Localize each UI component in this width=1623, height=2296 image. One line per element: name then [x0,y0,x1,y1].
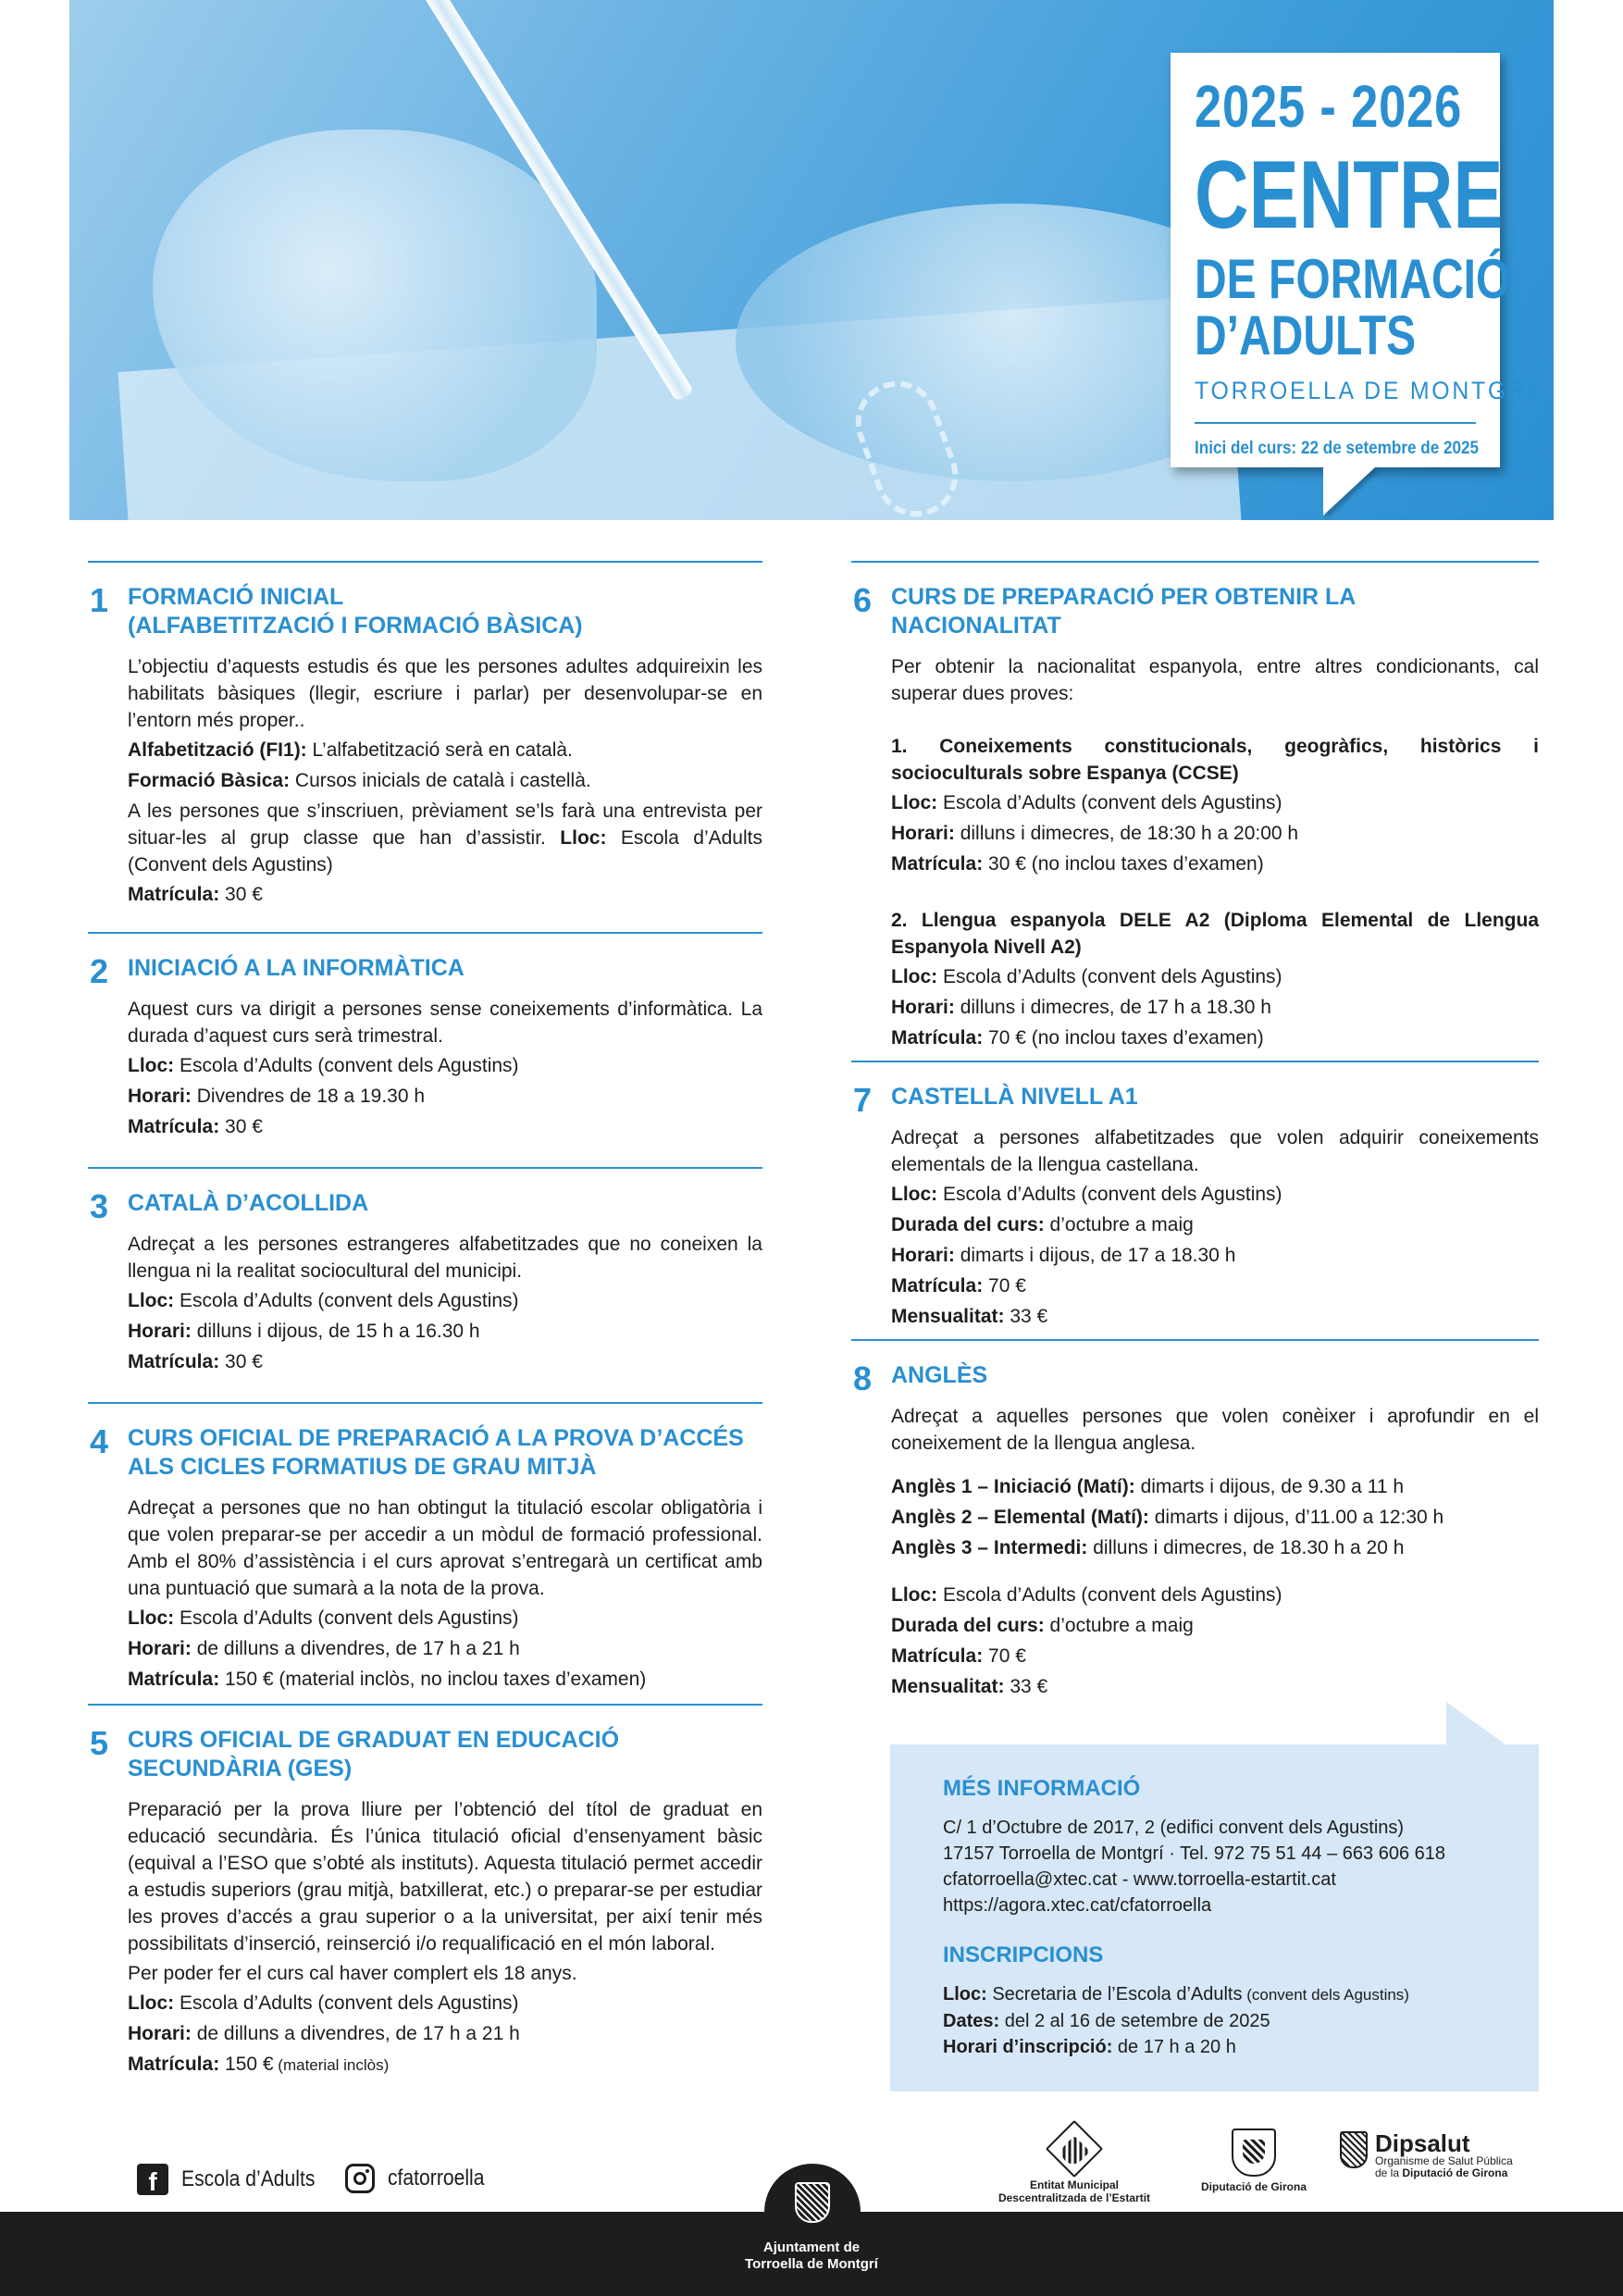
monthly-fee-line: Mensualitat: 33 € [891,1676,1048,1697]
location-line: Lloc: Escola d’Adults (convent dels Agustins) [891,1584,1282,1606]
section-catala-acollida [88,1167,762,1402]
location-line: Lloc: Escola d’Adults (convent dels Agustins) [891,1184,1282,1205]
title-card [1171,53,1537,467]
section-intro: Adreçat a persones que no han obtingut la titulació escolar obligatòria i que volen preparar-se per accedir a un mòdul de formació professional. Amb el 80% d’assistència i el curs aprovat s’entregarà un certificat amb una puntuació que sumarà a la nota de la prova. [128,1497,762,1599]
section-nacionalitat [851,561,1539,1061]
title-formacio: DE FORMACIÓ [1195,248,1511,310]
section-intro: Adreçat a persones alfabetitzades que volen adquirir coneixements elementals de la llengua castellana. [891,1127,1539,1175]
diputacio-girona-logo [1194,2128,1314,2193]
emd-estartit-logo [996,2128,1153,2204]
diputacio-shield-icon [1232,2128,1276,2177]
instagram-link[interactable] [345,2164,498,2193]
instagram-icon [345,2164,375,2193]
monthly-fee-line: Mensualitat: 33 € [891,1306,1048,1327]
section-title [128,563,762,640]
section-intro: Adreçat a aquelles persones que volen conèixer i aprofundir en el coneixement de la llengua anglesa. [891,1406,1539,1454]
section-number: 1 [90,581,109,619]
registration-hours: Horari d’inscripció: de 17 h a 20 h [943,2037,1236,2057]
left-column [88,561,762,2082]
location-line: Lloc: Escola d’Adults (convent dels Agustins) [891,792,1282,813]
emd-name-line: Entitat Municipal [1030,2178,1119,2191]
fee-line: Matrícula: 70 € (no inclou taxes d’examen) [891,1027,1264,1049]
section-title: CATALÀ D’ACOLLIDA [128,1190,369,1216]
level-line: Anglès 1 – Iniciació (Matí): dimarts i dijous, de 9.30 a 11 h [891,1476,1405,1497]
section-number: 2 [90,952,109,990]
ajuntament-name [719,2240,904,2273]
section-title-line: SECUNDÀRIA (GES) [128,1756,353,1781]
schedule-line: Horari: de dilluns a divendres, de 17 h a 21 h [128,1638,520,1659]
course-start-date: Inici del curs: 22 de setembre de 2025 [1195,439,1479,459]
schedule-line: Horari: dilluns i dijous, de 15 h a 16.30 h [128,1321,480,1342]
dipsalut-shield-icon [1340,2131,1368,2168]
section-formacio-inicial [88,561,762,932]
section-prova-acces [88,1402,762,1704]
exam-title: 2. Llengua espanyola DELE A2 (Diploma Elemental de Llengua Espanyola Nivell A2) [891,910,1539,958]
detail-line: Alfabetització (FI1): L’alfabetització serà en català. [128,739,573,761]
level-line: Anglès 2 – Elemental (Matí): dimarts i dijous, d’11.00 a 12:30 h [891,1507,1444,1528]
section-title: ANGLÈS [891,1362,988,1388]
emd-shield-icon [1046,2120,1103,2178]
registration-location: Lloc: Secretaria de l’Escola d’Adults (convent dels Agustins) [943,1984,1409,2004]
title-centre: CENTRE [1195,142,1504,249]
title-divider [1195,422,1476,424]
section-title-line: CURS OFICIAL DE PREPARACIÓ A LA PROVA D’ACCÉS [128,1425,744,1451]
dipsalut-subtitle: de la Diputació de Girona [1375,2166,1508,2179]
schedule-line: Horari: Divendres de 18 a 19.30 h [128,1086,426,1107]
section-title-line: ALS CICLES FORMATIUS DE GRAU MITJÀ [128,1454,597,1480]
section-number: 7 [853,1081,873,1119]
level-line: Anglès 3 – Intermedi: dilluns i dimecres, de 18.30 h a 20 h [891,1537,1405,1558]
instagram-label: cfatorroella [388,2166,485,2191]
age-requirement: Per poder fer el curs cal haver complert els 18 anys. [128,1963,577,1984]
email-web[interactable]: cfatorroella@xtec.cat - www.torroella-estartit.cat [943,1869,1336,1890]
town-name: TORROELLA DE MONTGRÍ [1195,377,1537,405]
interview-note: A les persones que s’inscriuen, prèviament se’ls farà una entrevista per situar-les al grup classe que han d’assistir. Lloc: Escola d’Adults (Convent dels Agustins) [128,800,762,875]
phone: 17157 Torroella de Montgrí · Tel. 972 75 51 44 – 663 606 618 [943,1843,1445,1864]
right-column [851,561,1539,1704]
section-number: 8 [853,1359,873,1397]
fee-line: Matrícula: 70 € [891,1645,1026,1667]
section-title: CASTELLÀ NIVELL A1 [891,1084,1138,1110]
section-intro: Aquest curs va dirigit a persones sense coneixements d’informàtica. La durada d’aquest curs serà trimestral. [128,999,762,1047]
registration-dates: Dates: del 2 al 16 de setembre de 2025 [943,2011,1270,2031]
section-title-line: NACIONALITAT [891,613,1061,639]
section-title-line: CURS OFICIAL DE GRADUAT EN EDUCACIÓ [128,1727,620,1753]
emd-name-line: Descentralitzada de l’Estartit [997,2191,1151,2204]
section-title-line: CURS DE PREPARACIÓ PER OBTENIR LA [891,584,1357,610]
section-intro: Adreçat a les persones estrangeres alfabetitzades que no coneixen la llengua ni la realitat sociocultural del municipi. [128,1234,762,1282]
fee-line: Matrícula: 30 € (no inclou taxes d’examen) [891,853,1264,875]
location-line: Lloc: Escola d’Adults (convent dels Agustins) [891,966,1282,987]
duration-line: Durada del curs: d’octubre a maig [891,1615,1194,1636]
section-title [128,1706,762,1783]
location-line: Lloc: Escola d’Adults (convent dels Agustins) [128,1290,519,1311]
exam-title: 1. Coneixements constitucionals, geogràfics, històrics i socioculturals sobre Espanya (CCSE) [891,736,1539,784]
schedule-line: Horari: dilluns i dimecres, de 18:30 h a 20:00 h [891,823,1299,844]
facebook-link[interactable] [137,2164,333,2195]
more-info-title: MÉS INFORMACIÓ [943,1776,1141,1801]
info-box-tab [1446,1702,1505,1744]
section-title-line: (ALFABETITZACIÓ I FORMACIÓ BÀSICA) [128,613,583,639]
detail-line: Formació Bàsica: Cursos inicials de català i castellà. [128,770,591,791]
section-intro: Per obtenir la nacionalitat espanyola, entre altres condicionants, cal superar dues proves: [891,656,1539,704]
schedule-line: Horari: dilluns i dimecres, de 17 h a 18.30 h [891,997,1271,1018]
fee-line: Matrícula: 150 € (material inclòs, no inclou taxes d’examen) [128,1669,647,1690]
section-number: 5 [90,1724,109,1762]
section-title-line: FORMACIÓ INICIAL [128,584,344,610]
diputacio-name: Diputació de Girona [1200,2180,1307,2193]
section-number: 4 [90,1422,109,1460]
ajuntament-name-line: Torroella de Montgrí [745,2256,878,2272]
dipsalut-logo [1340,2131,1513,2179]
ajuntament-name-line: Ajuntament de [762,2240,861,2255]
fee-line: Matrícula: 150 € (material inclòs) [128,2054,390,2075]
agora-link[interactable]: https://agora.xtec.cat/cfatorroella [943,1895,1212,1916]
duration-line: Durada del curs: d’octubre a maig [891,1214,1194,1235]
schedule-line: Horari: de dilluns a divendres, de 17 h a 21 h [128,2023,520,2044]
section-number: 3 [90,1187,109,1225]
section-castella [851,1061,1539,1339]
ajuntament-shield-icon [795,2182,830,2223]
facebook-icon: f [137,2164,168,2195]
dipsalut-name: Dipsalut [1375,2129,1470,2157]
info-box [890,1744,1539,2091]
section-angles [851,1339,1539,1700]
location-line: Lloc: Escola d’Adults (convent dels Agustins) [128,1055,519,1076]
location-line: Lloc: Escola d’Adults (convent dels Agustins) [128,1607,519,1629]
section-title: INICIACIÓ A LA INFORMÀTICA [128,955,465,981]
location-line: Lloc: Escola d’Adults (convent dels Agustins) [128,1992,519,2014]
address: C/ 1 d’Octubre de 2017, 2 (edifici convent dels Agustins) [943,1818,1405,1838]
section-title [891,563,1539,640]
facebook-label: Escola d’Adults [181,2166,316,2191]
fee-line: Matrícula: 30 € [128,884,263,905]
section-number: 6 [853,581,873,619]
registration-title: INSCRIPCIONS [943,1942,1104,1967]
section-ges [88,1704,762,2079]
fee-line: Matrícula: 30 € [128,1116,263,1137]
speech-bubble-tail [1323,467,1375,515]
title-adults: D’ADULTS [1195,304,1417,367]
section-intro: Preparació per la prova lliure per l’obtenció del títol de graduat en educació secundària. És l’única titulació oficial d’ensenyament bàsic (equival a l’ESO que s’obté als instituts). Aquesta titulació permet accedir a estudis superiors (grau mitjà, batxillerat, etc.) o preparar-se per estudiar les proves d’accés a grau superior o a la universitat, per així tenir més possibilitats d’inserció, reinserció i/o requalificació en el món laboral. [128,1799,762,1955]
school-years: 2025 - 2026 [1195,73,1463,140]
section-intro: L’objectiu d’aquests estudis és que les persones adultes adquireixin les habilitats bàsiques (llegir, escriure i parlar) per desenvolupar-se en l’entorn més proper.. [128,656,762,731]
fee-line: Matrícula: 30 € [128,1351,263,1372]
dipsalut-subtitle: Organisme de Salut Pública [1375,2154,1513,2167]
section-title [128,1404,762,1482]
section-informatica [88,932,762,1167]
fee-line: Matrícula: 70 € [891,1275,1026,1297]
schedule-line: Horari: dimarts i dijous, de 17 a 18.30 h [891,1245,1236,1266]
